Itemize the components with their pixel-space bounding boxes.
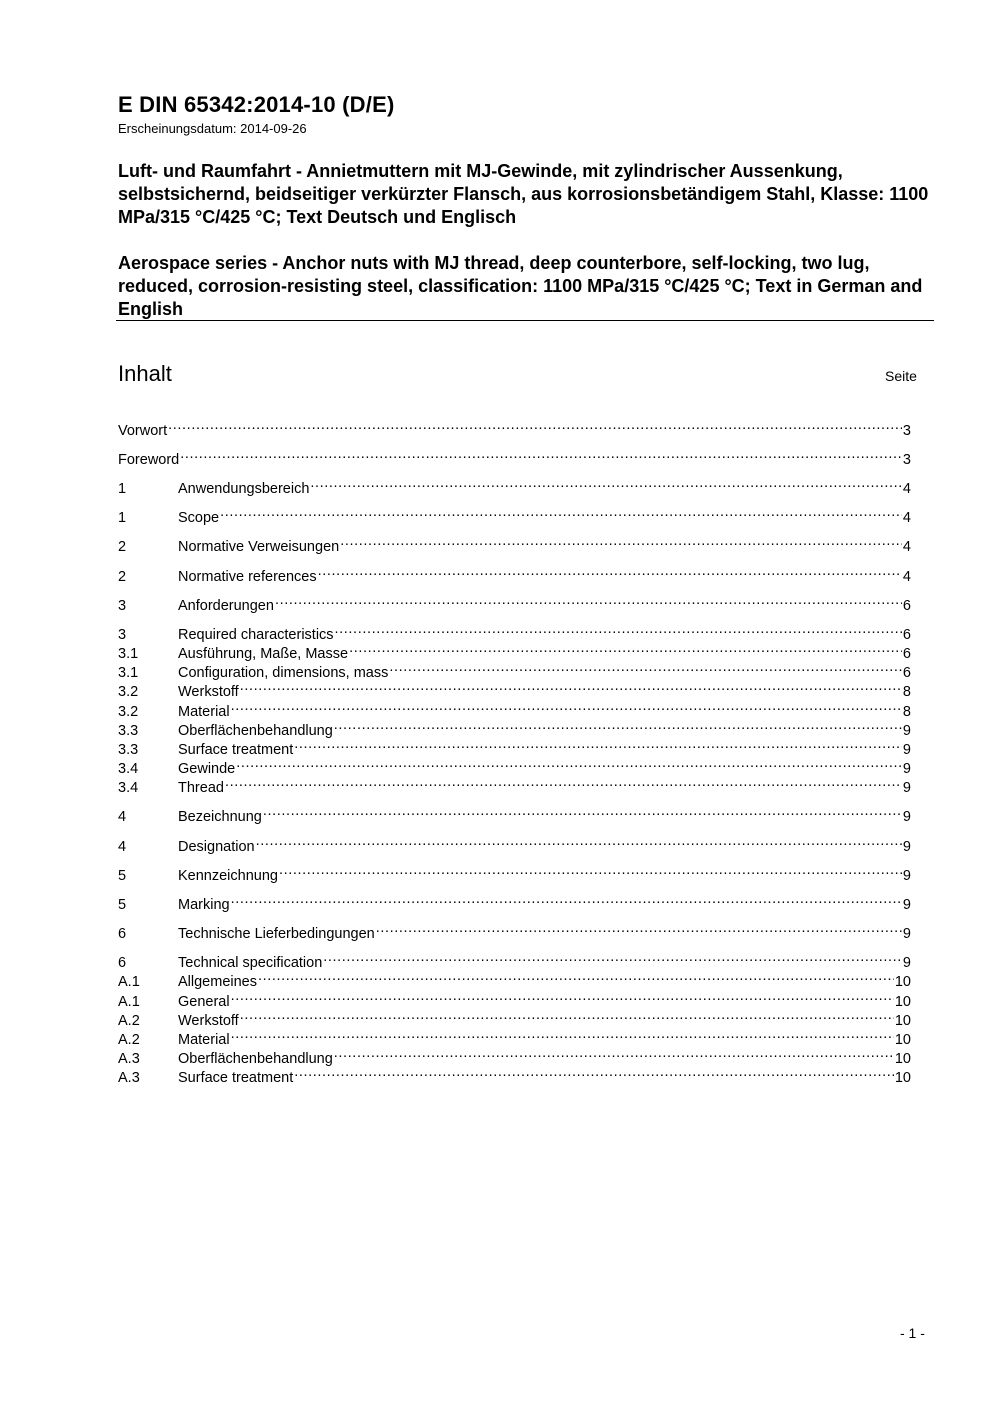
- toc-entry-number: A.1: [118, 974, 140, 990]
- toc-entry[interactable]: [118, 832, 911, 855]
- toc-entry-label: Werkstoff: [178, 1013, 239, 1029]
- toc-entry-label: Kennzeichnung: [178, 868, 278, 884]
- toc-leader-dots: [240, 677, 902, 696]
- toc-leader-dots: [376, 919, 902, 938]
- toc-entry-label: Thread: [178, 780, 224, 796]
- toc-entry-page: 8: [902, 684, 911, 700]
- toc-entry-page: 10: [894, 1070, 911, 1086]
- toc-leader-dots: [263, 802, 902, 821]
- toc-entry[interactable]: [118, 1025, 911, 1048]
- toc-heading: Inhalt: [118, 361, 172, 386]
- toc-leader-dots: [334, 716, 902, 735]
- toc-entry[interactable]: [118, 773, 911, 796]
- toc-entry-page: 4: [902, 510, 911, 526]
- toc-entry-label: Marking: [178, 897, 230, 913]
- publication-date: Erscheinungsdatum: 2014-09-26: [118, 121, 307, 136]
- toc-entry-number: 3.2: [118, 684, 139, 700]
- toc-entry[interactable]: [118, 890, 911, 913]
- toc-leader-dots: [294, 1063, 894, 1082]
- toc-entry-page: 4: [902, 569, 911, 585]
- toc-entry-number: 3.3: [118, 742, 139, 758]
- toc-entry-page: 10: [894, 1051, 911, 1067]
- toc-entry-number: 6: [118, 926, 127, 942]
- toc-leader-dots: [335, 620, 902, 639]
- toc-entry[interactable]: [118, 948, 911, 971]
- toc-page-column-label: Seite: [885, 368, 917, 384]
- toc-entry-page: 9: [902, 839, 911, 855]
- toc-entry-page: 9: [902, 761, 911, 777]
- toc-entry-page: 9: [902, 955, 911, 971]
- toc-leader-dots: [275, 591, 902, 610]
- toc-entry-number: 3: [118, 627, 127, 643]
- toc-entry-page: 9: [902, 868, 911, 884]
- toc-leader-dots: [180, 445, 902, 464]
- toc-entry-page: 9: [902, 723, 911, 739]
- toc-entry-number: 3.3: [118, 723, 139, 739]
- toc-leader-dots: [318, 562, 902, 581]
- document-id: E DIN 65342:2014-10 (D/E): [118, 92, 395, 117]
- toc-entry-label: Gewinde: [178, 761, 236, 777]
- toc-entry-page: 10: [894, 1013, 911, 1029]
- toc-leader-dots: [231, 890, 902, 909]
- toc-entry-number: 3.4: [118, 780, 139, 796]
- toc-entry-label: Anforderungen: [178, 598, 274, 614]
- toc-leader-dots: [258, 967, 894, 986]
- title-divider: [116, 320, 934, 321]
- title-german: Luft- und Raumfahrt - Annietmuttern mit MJ-Gewinde, mit zylindrischer Aussenkung, selbstsichernd, beidseitiger verkürzter Flansch, aus korrosionsbetändigem Stahl, Klasse: 1100 MPa/315 °C/425 °C; Text Deutsch und Englisch: [118, 161, 929, 227]
- toc-entry-number: 1: [118, 481, 127, 497]
- toc-leader-dots: [168, 416, 902, 435]
- toc-entry[interactable]: [118, 967, 911, 990]
- toc-entry-label: Technische Lieferbedingungen: [178, 926, 375, 942]
- toc-entry-number: 4: [118, 839, 127, 855]
- toc-entry-page: 10: [894, 1032, 911, 1048]
- toc-entry-label: Scope: [178, 510, 220, 526]
- toc-leader-dots: [220, 503, 902, 522]
- toc-leader-dots: [236, 754, 902, 773]
- toc-entry[interactable]: [118, 919, 911, 942]
- toc-entry-page: 10: [894, 974, 911, 990]
- toc-entry-page: 9: [902, 809, 911, 825]
- toc-entry-number: 3: [118, 598, 127, 614]
- toc-leader-dots: [294, 735, 902, 754]
- toc-entry-page: 6: [902, 598, 911, 614]
- toc-entry[interactable]: [118, 754, 911, 777]
- toc-entry-label: Ausführung, Maße, Masse: [178, 646, 349, 662]
- toc-entry-label: Material: [178, 1032, 230, 1048]
- toc-entry-label: Designation: [178, 839, 255, 855]
- toc-leader-dots: [231, 1025, 894, 1044]
- toc-entry-number: A.2: [118, 1032, 140, 1048]
- toc-entry-number: 1: [118, 510, 127, 526]
- toc-entry-number: 3.1: [118, 665, 139, 681]
- toc-entry-page: 6: [902, 665, 911, 681]
- toc-entry[interactable]: [118, 591, 911, 614]
- toc-entry-page: 3: [902, 423, 911, 439]
- toc-entry[interactable]: [118, 677, 911, 700]
- toc-entry-page: 9: [902, 926, 911, 942]
- toc-entry-number: A.2: [118, 1013, 140, 1029]
- toc-entry[interactable]: [118, 445, 911, 468]
- toc-entry[interactable]: [118, 735, 911, 758]
- toc-entry-label: Required characteristics: [178, 627, 334, 643]
- toc-entry[interactable]: [118, 503, 911, 526]
- toc-entry-page: 9: [902, 780, 911, 796]
- toc-entry[interactable]: [118, 697, 911, 720]
- toc-entry[interactable]: [118, 802, 911, 825]
- toc-entry-page: 6: [902, 646, 911, 662]
- toc-entry-label: Anwendungsbereich: [178, 481, 310, 497]
- toc-entry-page: 10: [894, 994, 911, 1010]
- toc-leader-dots: [389, 658, 902, 677]
- toc-leader-dots: [340, 532, 902, 551]
- toc-entry-label: Configuration, dimensions, mass: [178, 665, 389, 681]
- toc-leader-dots: [323, 948, 902, 967]
- toc-entry-number: 3.2: [118, 704, 139, 720]
- toc-entry[interactable]: [118, 1006, 911, 1029]
- toc-entry[interactable]: [118, 716, 911, 739]
- toc-entry-number: A.3: [118, 1051, 140, 1067]
- toc-entry-page: 6: [902, 627, 911, 643]
- toc-entry-page: 4: [902, 481, 911, 497]
- toc-entry-label: Allgemeines: [178, 974, 257, 990]
- toc-entry-number: 6: [118, 955, 127, 971]
- toc-entry-number: 3.4: [118, 761, 139, 777]
- toc-entry-number: 2: [118, 569, 127, 585]
- toc-entry-label: Bezeichnung: [178, 809, 262, 825]
- toc-entry[interactable]: [118, 658, 911, 681]
- toc-entry-label: Foreword: [118, 452, 180, 468]
- toc-entry-label: Material: [178, 704, 230, 720]
- toc-entry-number: A.1: [118, 994, 140, 1010]
- toc-entry-label: Technical specification: [178, 955, 323, 971]
- toc-entry-label: Normative Verweisungen: [178, 539, 340, 555]
- toc-entry[interactable]: [118, 1044, 911, 1067]
- toc-entry-label: Werkstoff: [178, 684, 239, 700]
- toc-entry-label: Vorwort: [118, 423, 168, 439]
- toc-leader-dots: [225, 773, 902, 792]
- toc-entry-number: 3.1: [118, 646, 139, 662]
- toc-leader-dots: [334, 1044, 894, 1063]
- toc-entry[interactable]: [118, 620, 911, 643]
- toc-entry-label: General: [178, 994, 230, 1010]
- toc-entry[interactable]: [118, 639, 911, 662]
- toc-entry-page: 3: [902, 452, 911, 468]
- footer-page-number: - 1 -: [900, 1325, 925, 1341]
- toc-entry-number: 5: [118, 897, 127, 913]
- toc-leader-dots: [310, 474, 902, 493]
- title-english: Aerospace series - Anchor nuts with MJ thread, deep counterbore, self-locking, two lug, reduced, corrosion-resisting steel, classification: 1100 MPa/315 °C/425 °C; Text in German and English: [118, 253, 923, 319]
- toc-entry-number: A.3: [118, 1070, 140, 1086]
- toc-entry-label: Oberflächenbehandlung: [178, 723, 333, 739]
- toc-entry[interactable]: [118, 532, 911, 555]
- toc-entry[interactable]: [118, 1063, 911, 1086]
- toc-entry[interactable]: [118, 416, 911, 439]
- toc-entry[interactable]: [118, 987, 911, 1010]
- toc-entry[interactable]: [118, 861, 911, 884]
- toc-entry-label: Oberflächenbehandlung: [178, 1051, 333, 1067]
- toc-entry-number: 4: [118, 809, 127, 825]
- toc-leader-dots: [231, 987, 894, 1006]
- toc-leader-dots: [231, 697, 902, 716]
- toc-entry-page: 8: [902, 704, 911, 720]
- toc-leader-dots: [279, 861, 902, 880]
- toc-entry-page: 9: [902, 897, 911, 913]
- toc-entry-number: 2: [118, 539, 127, 555]
- toc-entry-label: Surface treatment: [178, 742, 294, 758]
- toc-entry[interactable]: [118, 474, 911, 497]
- toc-entry-label: Normative references: [178, 569, 317, 585]
- toc-entry-page: 4: [902, 539, 911, 555]
- toc-leader-dots: [240, 1006, 894, 1025]
- toc-entry-number: 5: [118, 868, 127, 884]
- toc-entry-page: 9: [902, 742, 911, 758]
- toc-entry[interactable]: [118, 562, 911, 585]
- toc-entry-label: Surface treatment: [178, 1070, 294, 1086]
- toc-leader-dots: [256, 832, 902, 851]
- toc-leader-dots: [349, 639, 902, 658]
